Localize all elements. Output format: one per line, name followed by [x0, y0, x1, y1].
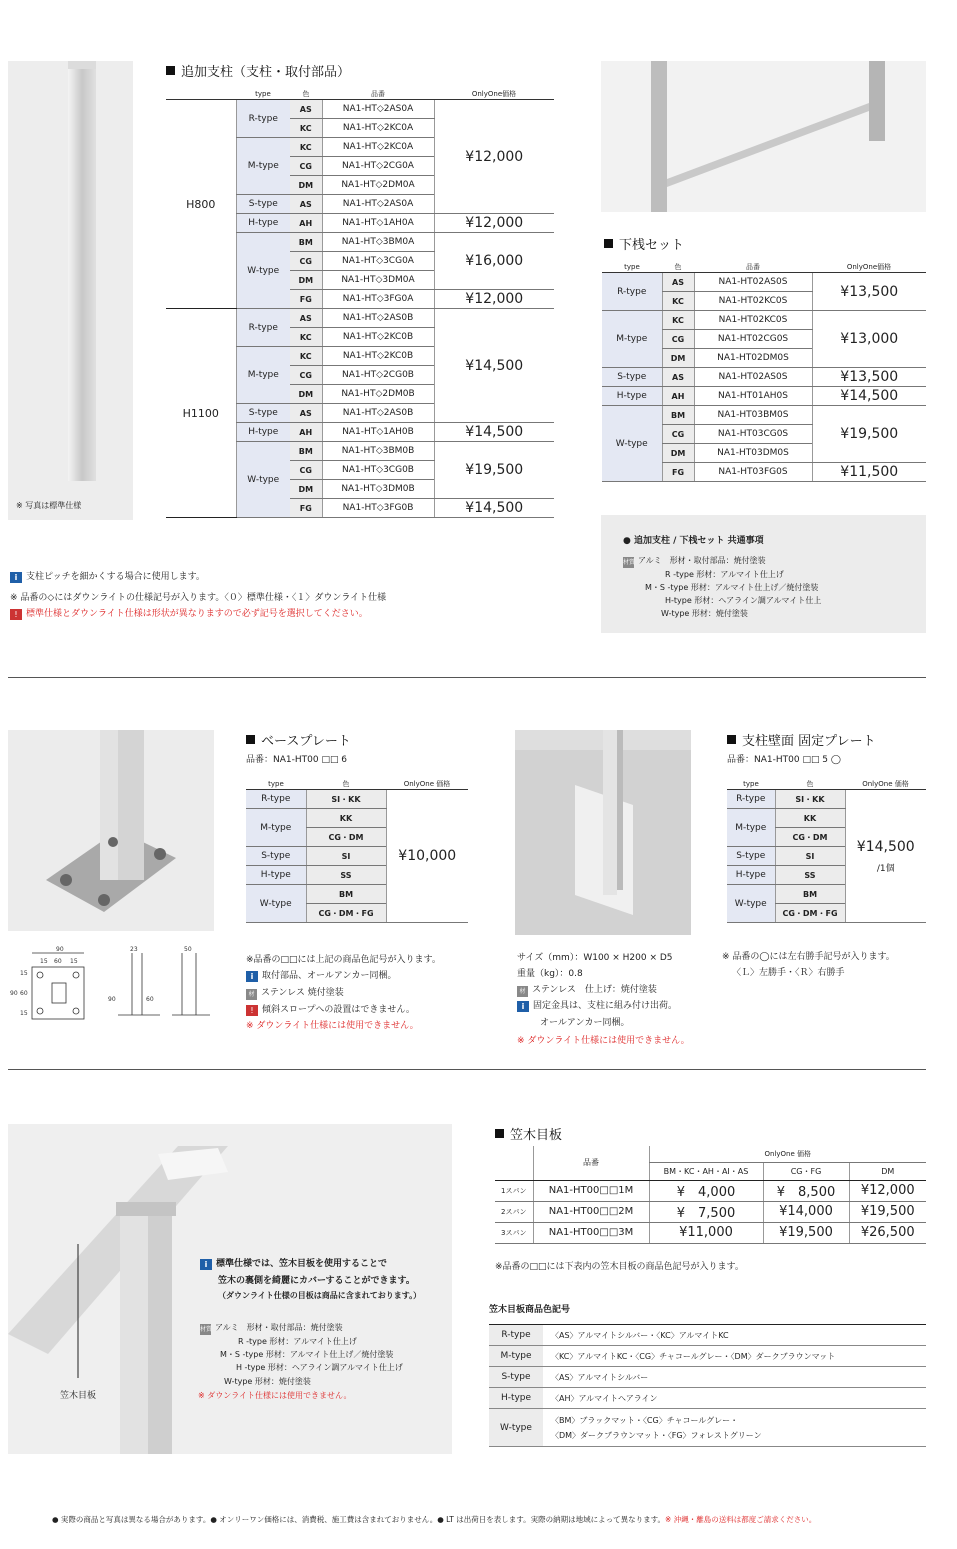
table-row: KC NA1-HT◇2KC0A	[166, 119, 554, 138]
footer-note: ● 実際の商品と写真は異なる場合があります。● オンリーワン価格には、消費税、施工費は含まれておりません。● LT は出荷日を表します。実際の納期は地域によって異なります。※ 沖縄・離島の送料は都度ご請求ください。	[52, 1515, 817, 1524]
additional-post-table: type 色 品番 OnlyOne価格 H800 R-type AS NA1-HT◇2AS0A ¥12,000 KC NA1-HT◇2KC0A M-type KC NA1-HT◇2KC0A CG NA1-HT◇2CG0A DM NA1-HT◇2DM0A S-type AS NA1-HT◇2AS0A H-type AH NA1-HT◇1AH0A ¥12,000 W-type BM NA1-HT◇3BM0A ¥16,000 CG NA1-HT◇3CG0A DM NA1-HT◇3DM0A FG NA1-HT◇3FG0A ¥12,000 H1100 R-type AS NA1-HT◇2AS0B ¥14,500 KC NA1-HT◇2KC0B M-type KC NA1-HT◇2KC0B CG NA1-HT◇2CG0B DM NA1-HT◇2DM0B S-type AS NA1-HT◇2AS0B H-type AH NA1-HT◇1AH0B ¥14,500 W-type BM NA1-HT◇3BM0B ¥19,500 CG NA1-HT◇3CG0B DM NA1-HT◇3DM0B FG NA1-HT◇3FG0B ¥14,500	[166, 89, 554, 518]
table-row: 2スパン NA1-HT00□□2M ¥ 7,500 ¥14,000 ¥19,500	[495, 1201, 926, 1222]
common-notes-box: ● 追加支柱 / 下桟セット 共通事項 材質 アルミ 形材・取付部品：焼付塗装 R -type 形材：アルマイト仕上げ M・S -type 形材：アルマイト仕上げ／焼付塗装 H-type 形材：ヘアライン調アルマイト仕上 W-type 形材：焼付塗装	[601, 515, 926, 633]
table-row: 1スパン NA1-HT00□□1M ¥ 4,000 ¥ 8,500 ¥12,000	[495, 1180, 926, 1201]
table-row: CG NA1-HT◇2CG0B	[166, 366, 554, 385]
divider-2	[8, 1069, 926, 1070]
info-icon: i	[246, 971, 258, 982]
lower-rail-photo	[601, 61, 926, 212]
handrail-illustration	[8, 1124, 452, 1454]
table-row: W-type BM	[727, 885, 926, 904]
table-row: 3スパン NA1-HT00□□3M ¥11,000 ¥19,500 ¥26,500	[495, 1222, 926, 1243]
price-cell: ¥14,500	[434, 499, 554, 518]
price-cell: ¥19,500	[434, 442, 554, 499]
table-row: R-type SI・KK ¥10,000	[246, 790, 468, 809]
price-cell: ¥13,500	[812, 273, 926, 311]
table-row: H-type AH NA1-HT◇1AH0A ¥12,000	[166, 214, 554, 233]
section5-title: 支柱壁面 固定プレート	[727, 730, 876, 749]
lower-rail-illustration	[601, 61, 926, 212]
table-row: CG・DM	[727, 828, 926, 847]
handrail-cover-price-table: 品番 OnlyOne 価格 BM・KC・AH・AI・AS CG・FG DM 1スパン NA1-HT00□□1M ¥ 4,000 ¥ 8,500 ¥12,000 2スパン NA1-HT00□□2M ¥ 7,500 ¥14,000 ¥19,500 3スパン NA1-HT00□□3M ¥11,000 ¥19,500 ¥26,500	[495, 1146, 926, 1244]
base-plate-photo	[8, 730, 214, 931]
table-row: M-type KC NA1-HT◇2KC0A	[166, 138, 554, 157]
table-row: H-type AH NA1-HT01AH0S ¥14,500	[602, 387, 926, 406]
table-row: CG NA1-HT◇2CG0A	[166, 157, 554, 176]
note-warning: ! 標準仕様とダウンライト仕様は形状が異なりますので必ず記号を選択してください。	[10, 606, 368, 620]
warning-icon: !	[246, 1005, 258, 1016]
table-row: R-type 〈AS〉アルマイトシルバー・〈KC〉アルマイトKC	[489, 1325, 926, 1346]
table-row: S-type AS NA1-HT◇2AS0A	[166, 195, 554, 214]
svg-text:60: 60	[20, 990, 28, 997]
wall-plate-table: type 色 OnlyOne 価格 R-type SI・KK ¥14,500 /1個 M-type KK CG・DM S-type SI H-type SS W-type BM CG・DM・FG	[727, 779, 926, 923]
post-photo	[8, 61, 133, 520]
common-title: ● 追加支柱 / 下桟セット 共通事項	[623, 536, 764, 546]
table-row: M-type 〈KC〉アルマイトKC・〈CG〉チャコールグレー・〈DM〉ダークブラウンマット	[489, 1346, 926, 1367]
price-cell: ¥19,500	[812, 406, 926, 463]
handrail-photo	[8, 1124, 452, 1454]
material-icon: 材質	[200, 1326, 213, 1333]
table-row: CG・DM	[246, 828, 468, 847]
price-cell: ¥13,000	[812, 311, 926, 368]
price-cell: ¥14,500	[812, 387, 926, 406]
price-cell: ¥14,500 /1個	[845, 790, 926, 923]
base-plate-drawing	[10, 945, 215, 1045]
note-symbol: ※ 品番の◇にはダウンライトの仕様記号が入ります。〈０〉標準仕様・〈１〉ダウンライト仕様	[10, 593, 387, 603]
svg-text:15: 15	[70, 958, 78, 965]
table-row: W-type BM NA1-HT◇3BM0A ¥16,000	[166, 233, 554, 252]
table-row: DM NA1-HT◇2DM0B	[166, 385, 554, 404]
table-row: DM NA1-HT◇3DM0A	[166, 271, 554, 290]
price-cell: ¥10,000	[386, 790, 468, 923]
price-cell: ¥13,500	[812, 368, 926, 387]
info-icon: i	[517, 1001, 529, 1012]
post-illustration	[8, 61, 133, 520]
table-row: DM NA1-HT03DM0S	[602, 444, 926, 463]
table-row: FG NA1-HT◇3FG0A ¥12,000	[166, 290, 554, 309]
warning-icon: !	[10, 609, 22, 620]
table-row: S-type AS NA1-HT◇2AS0B	[166, 404, 554, 423]
divider-1	[8, 677, 926, 678]
svg-text:90: 90	[10, 990, 18, 997]
photo-caption: ※ 写真は標準仕様	[16, 501, 82, 510]
lower-rail-table: type 色 品番 OnlyOne価格 R-type AS NA1-HT02AS0S ¥13,500 KC NA1-HT02KC0S M-type KC NA1-HT02KC0S ¥13,000 CG NA1-HT02CG0S DM NA1-HT02DM0S S-type AS NA1-HT02AS0S ¥13,500 H-type AH NA1-HT01AH0S ¥14,500 W-type BM NA1-HT03BM0S ¥19,500 CG NA1-HT03CG0S DM NA1-HT03DM0S FG NA1-HT03FG0S ¥11,500	[602, 262, 926, 482]
base-plate-illustration	[8, 730, 214, 931]
table-row: H-type SS	[246, 866, 468, 885]
table-row: S-type 〈AS〉アルマイトシルバー	[489, 1367, 926, 1388]
table-row: CG NA1-HT03CG0S	[602, 425, 926, 444]
svg-text:15: 15	[40, 958, 48, 965]
table-row: S-type AS NA1-HT02AS0S ¥13,500	[602, 368, 926, 387]
table-row: CG・DM・FG	[246, 904, 468, 923]
table-row: H-type 〈AH〉アルマイトヘアライン	[489, 1388, 926, 1409]
note-pitch: i 支柱ピッチを細かくする場合に使用します。	[10, 569, 205, 583]
svg-text:15: 15	[20, 1010, 28, 1017]
table-row: CG NA1-HT02CG0S	[602, 330, 926, 349]
svg-text:15: 15	[20, 970, 28, 977]
table-row: W-type BM NA1-HT◇3BM0B ¥19,500	[166, 442, 554, 461]
price-cell: ¥12,000	[434, 100, 554, 214]
table-row: M-type KK	[727, 809, 926, 828]
table-row: KC NA1-HT02KC0S	[602, 292, 926, 311]
price-cell: ¥16,000	[434, 233, 554, 290]
table-row: W-type BM NA1-HT03BM0S ¥19,500	[602, 406, 926, 425]
price-cell: ¥14,500	[434, 423, 554, 442]
section1-title: 追加支柱（支柱・取付部品）	[166, 61, 350, 80]
material-icon: 材	[517, 986, 528, 997]
price-cell: ¥12,000	[434, 290, 554, 309]
section7-title: 笠木目板	[495, 1124, 562, 1143]
info-icon: i	[200, 1259, 212, 1270]
price-cell: ¥14,500	[434, 309, 554, 423]
svg-text:60: 60	[54, 958, 62, 965]
svg-text:90: 90	[56, 946, 64, 953]
table-row: CG NA1-HT◇3CG0B	[166, 461, 554, 480]
table-row: H1100 R-type AS NA1-HT◇2AS0B ¥14,500	[166, 309, 554, 328]
svg-text:90: 90	[108, 996, 116, 1003]
svg-text:23: 23	[130, 946, 138, 953]
wall-plate-code: 品番：NA1-HT00 □□ 5 ◯	[727, 755, 841, 765]
table-row: H-type AH NA1-HT◇1AH0B ¥14,500	[166, 423, 554, 442]
base-plate-code: 品番：NA1-HT00 □□ 6	[246, 755, 348, 765]
table-row: CG・DM・FG	[727, 904, 926, 923]
table-row: S-type SI	[246, 847, 468, 866]
table-row: M-type KK	[246, 809, 468, 828]
table-row: H800 R-type AS NA1-HT◇2AS0A ¥12,000	[166, 100, 554, 119]
material-icon: 材	[246, 989, 257, 1000]
table-row: KC NA1-HT◇2KC0B	[166, 328, 554, 347]
wall-plate-illustration	[515, 730, 691, 935]
table-row: M-type KC NA1-HT◇2KC0B	[166, 347, 554, 366]
table-row: H-type SS	[727, 866, 926, 885]
table-row: CG NA1-HT◇3CG0A	[166, 252, 554, 271]
table-row: S-type SI	[727, 847, 926, 866]
section2-title: 下桟セット	[604, 234, 684, 253]
table-row: FG NA1-HT03FG0S ¥11,500	[602, 463, 926, 482]
wall-plate-photo	[515, 730, 691, 935]
table-row: R-type AS NA1-HT02AS0S ¥13,500	[602, 273, 926, 292]
table-row: DM NA1-HT◇2DM0A	[166, 176, 554, 195]
table-row: W-type BM	[246, 885, 468, 904]
section3-title: ベースプレート	[246, 730, 351, 749]
table-row: DM NA1-HT02DM0S	[602, 349, 926, 368]
material-icon: 材質	[623, 559, 636, 566]
table-row: R-type SI・KK ¥14,500 /1個	[727, 790, 926, 809]
base-plate-table: type 色 OnlyOne 価格 R-type SI・KK ¥10,000 M-type KK CG・DM S-type SI H-type SS W-type BM CG・DM・FG	[246, 779, 468, 923]
price-cell: ¥11,500	[812, 463, 926, 482]
price-cell: ¥12,000	[434, 214, 554, 233]
table-row: W-type 〈BM〉ブラックマット・〈CG〉チャコールグレー・ 〈DM〉ダークブラウンマット・〈FG〉フォレストグリーン	[489, 1409, 926, 1447]
info-icon: i	[10, 572, 22, 583]
table-row: DM NA1-HT◇3DM0B	[166, 480, 554, 499]
svg-text:60: 60	[146, 996, 154, 1003]
table-row: M-type KC NA1-HT02KC0S ¥13,000	[602, 311, 926, 330]
table-row: FG NA1-HT◇3FG0B ¥14,500	[166, 499, 554, 518]
svg-text:50: 50	[184, 946, 192, 953]
handrail-label: 笠木目板	[60, 1391, 97, 1401]
handrail-color-table	[489, 1324, 926, 1447]
